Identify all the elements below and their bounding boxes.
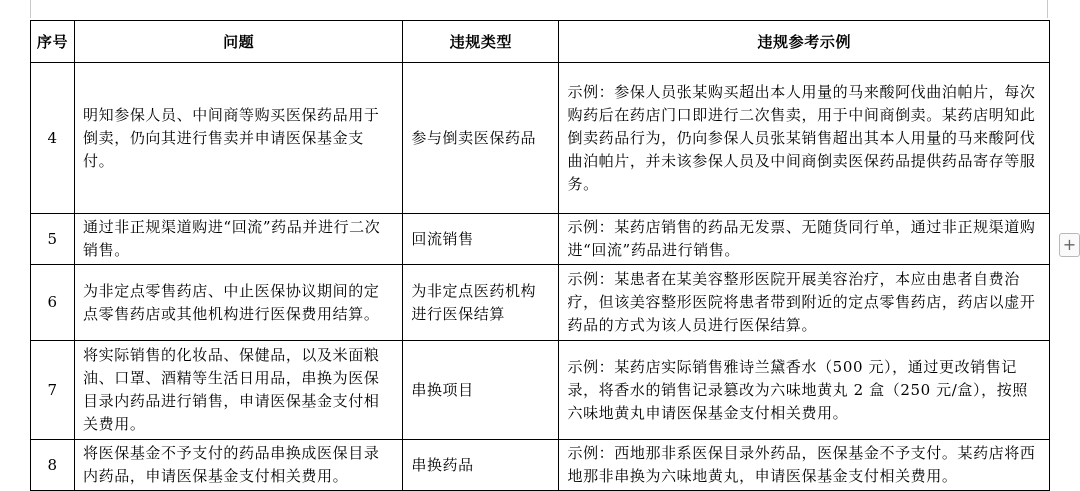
row-issue: 明知参保人员、中间商等购买医保药品用于倒卖，仍向其进行售卖并申请医保基金支付。 (75, 63, 403, 214)
row-type: 为非定点医药机构进行医保结算 (403, 265, 559, 341)
header-example: 违规参考示例 (559, 21, 1050, 63)
header-seq: 序号 (31, 21, 75, 63)
row-seq: 8 (31, 440, 75, 491)
row-type: 串换药品 (403, 440, 559, 491)
violation-table (30, 20, 1050, 491)
row-example: 示例：参保人员张某购买超出本人用量的马来酸阿伐曲泊帕片，每次购药后在药店门口即进行二次售卖，用于中间商倒卖。某药店明知此倒卖药品行为，仍向参保人员张某销售超出其本人用量的马来酸阿伐曲泊帕片，并未该参保人员及中间商倒卖医保药品提供药品寄存等服务。 (559, 63, 1050, 214)
table-row (31, 63, 1050, 214)
row-issue: 将医保基金不予支付的药品串换成医保目录内药品，申请医保基金支付相关费用。 (75, 440, 403, 491)
page-margin-mark-left (30, 0, 31, 18)
row-seq: 5 (31, 214, 75, 265)
table-row (31, 214, 1050, 265)
row-issue: 通过非正规渠道购进“回流”药品并进行二次销售。 (75, 214, 403, 265)
row-seq: 6 (31, 265, 75, 341)
row-type: 串换项目 (403, 341, 559, 440)
page-margin-mark-right (1047, 0, 1048, 18)
row-example: 示例：某药店实际销售雅诗兰黛香水（500 元），通过更改销售记录，将香水的销售记录篡改为六味地黄丸 2 盒（250 元/盒），按照六味地黄丸申请医保基金支付相关费用。 (559, 341, 1050, 440)
table-header-row (31, 21, 1050, 63)
table-row (31, 265, 1050, 341)
row-type: 回流销售 (403, 214, 559, 265)
row-example: 示例：某患者在某美容整形医院开展美容治疗，本应由患者自费治疗，但该美容整形医院将患者带到附近的定点零售药店，药店以虚开药品的方式为该人员进行医保结算。 (559, 265, 1050, 341)
row-example: 示例：西地那非系医保目录外药品，医保基金不予支付。某药店将西地那非串换为六味地黄丸，申请医保基金支付相关费用。 (559, 440, 1050, 491)
row-issue: 为非定点零售药店、中止医保协议期间的定点零售药店或其他机构进行医保费用结算。 (75, 265, 403, 341)
row-seq: 7 (31, 341, 75, 440)
row-issue: 将实际销售的化妆品、保健品，以及米面粮油、口罩、酒精等生活日用品，串换为医保目录内药品进行销售，申请医保基金支付相关费用。 (75, 341, 403, 440)
table-row (31, 440, 1050, 491)
row-example: 示例：某药店销售的药品无发票、无随货同行单，通过非正规渠道购进“回流”药品进行销售。 (559, 214, 1050, 265)
header-issue: 问题 (75, 21, 403, 63)
plus-icon: + (1062, 235, 1077, 254)
table-row (31, 341, 1050, 440)
row-seq: 4 (31, 63, 75, 214)
row-type: 参与倒卖医保药品 (403, 63, 559, 214)
header-type: 违规类型 (403, 21, 559, 63)
add-comment-button[interactable] (1059, 233, 1080, 257)
